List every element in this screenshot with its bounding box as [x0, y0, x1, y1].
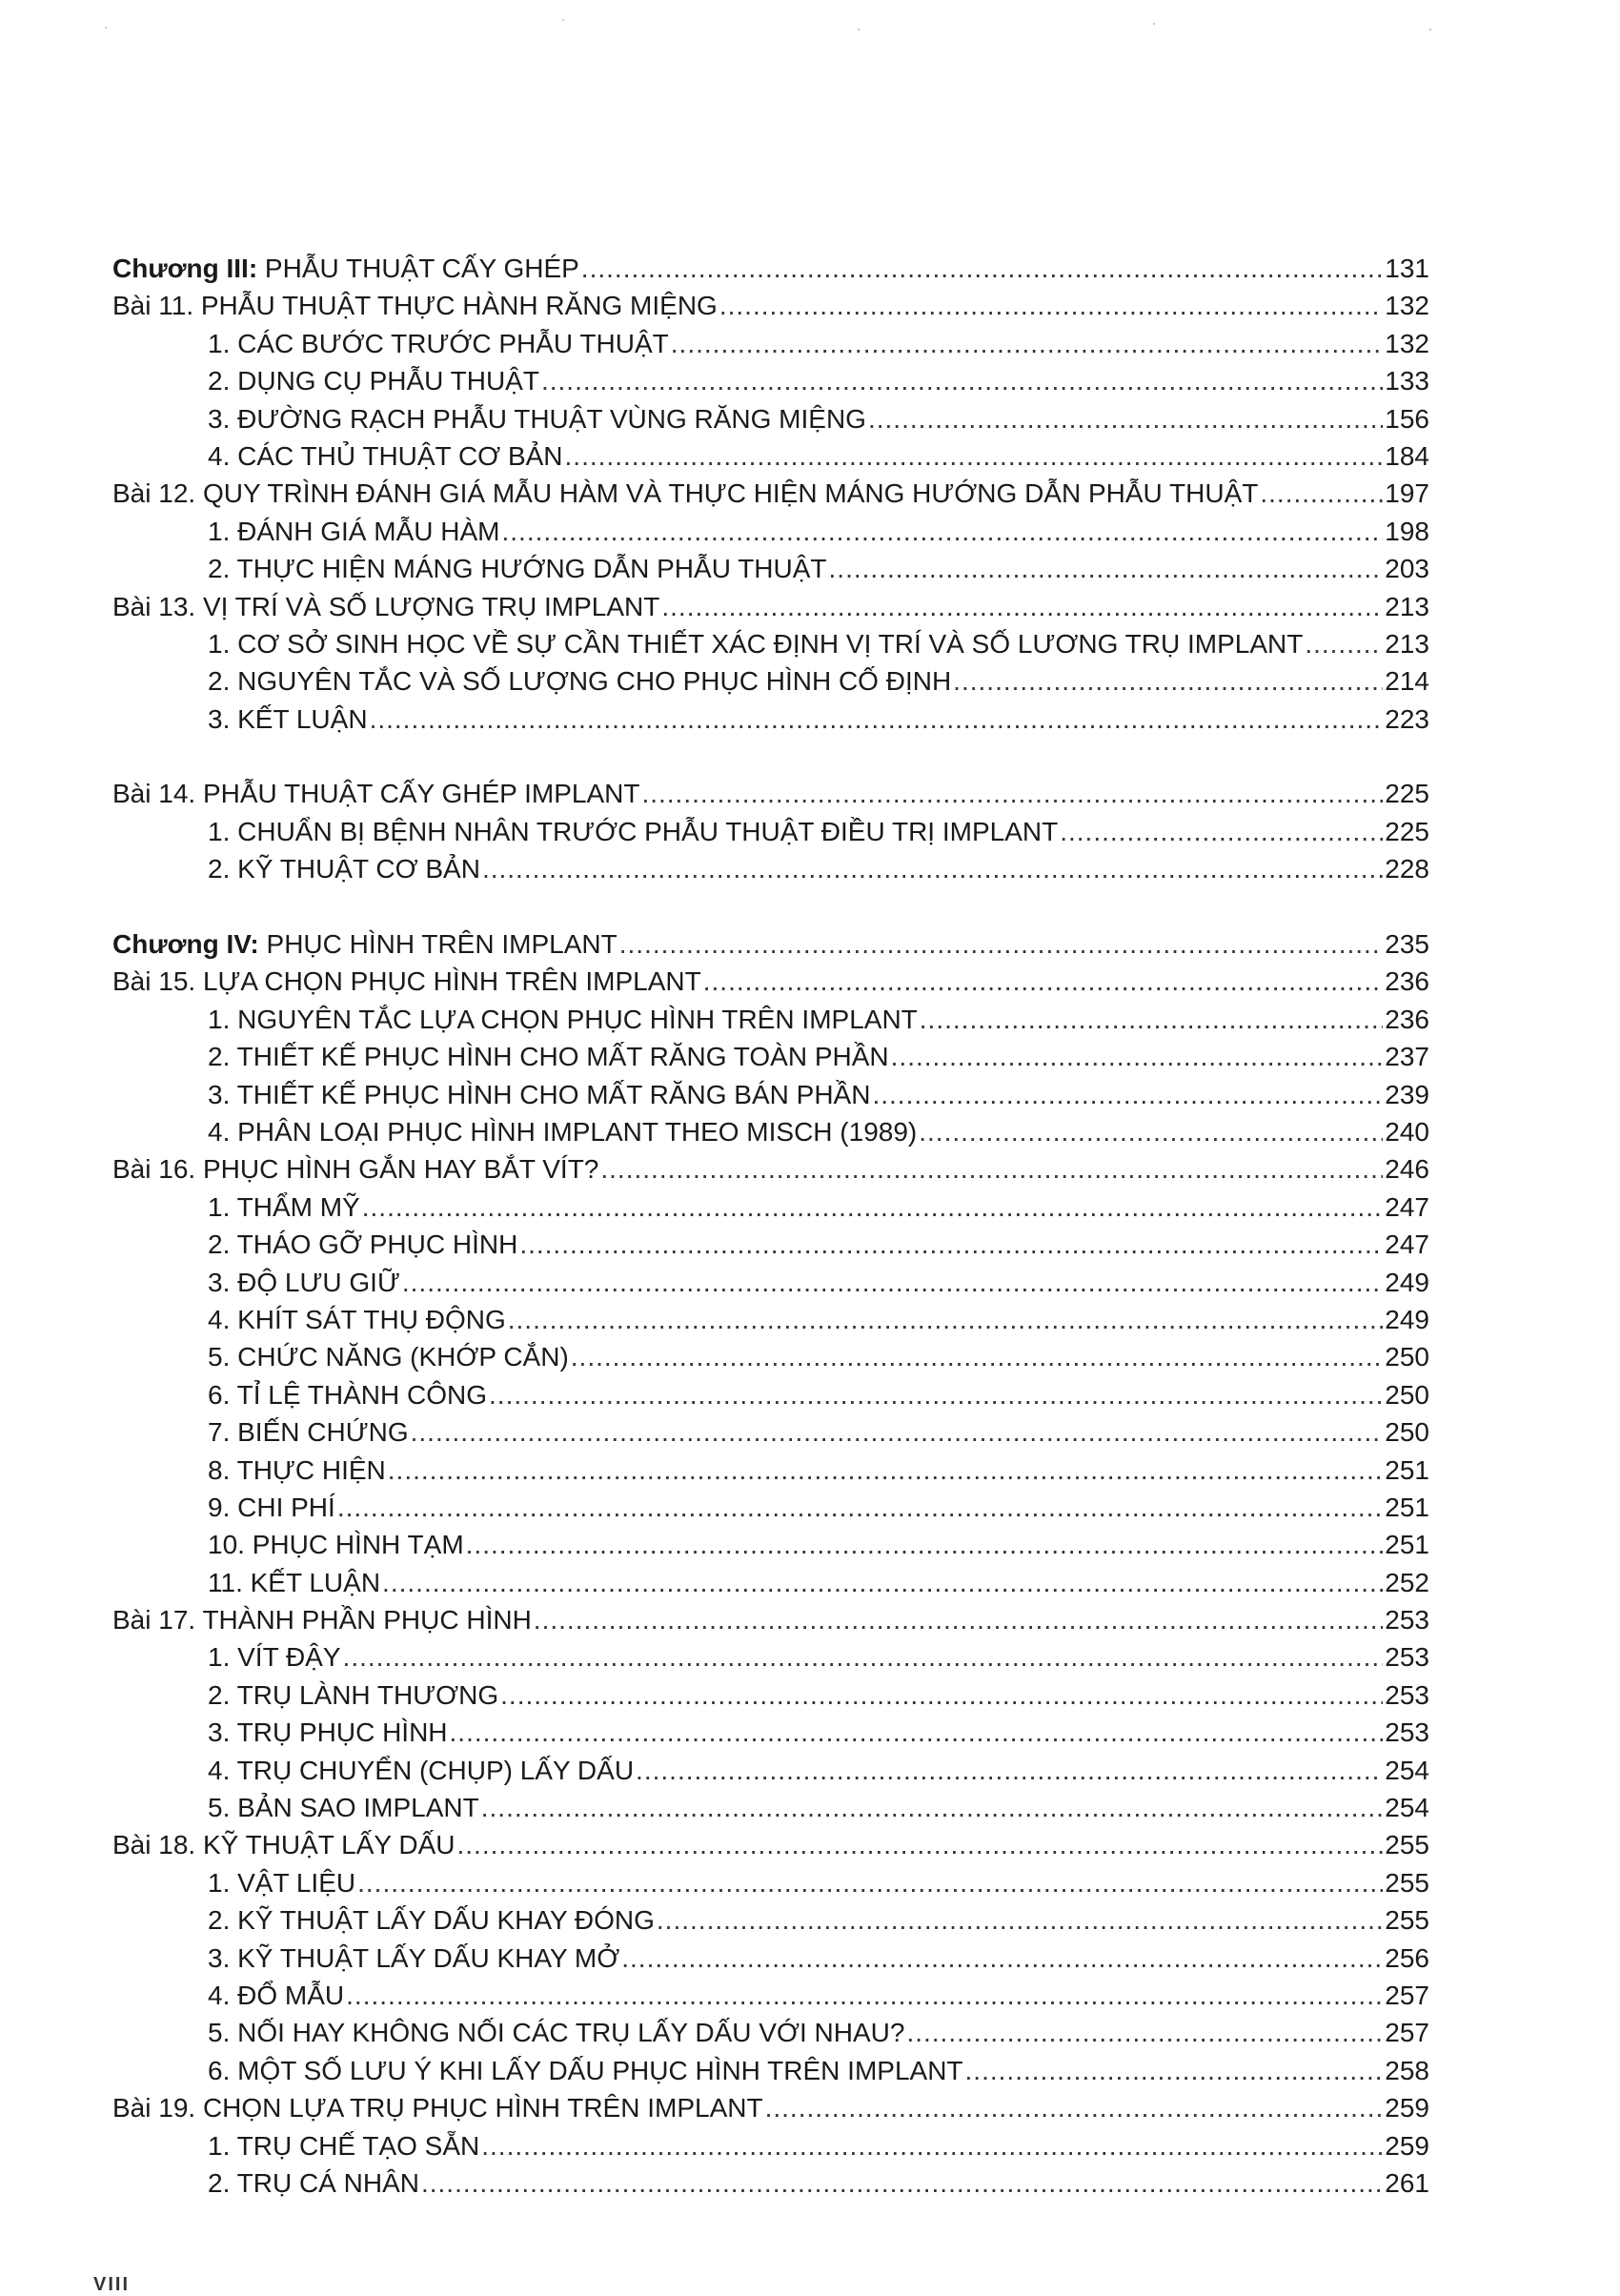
- dot-leader: [337, 1489, 1383, 1526]
- section-gap: [112, 738, 1429, 775]
- dot-leader: [450, 1714, 1384, 1751]
- toc-entry-title: 3. TRỤ PHỤC HÌNH: [208, 1717, 448, 1748]
- toc-item-row[interactable]: [112, 1864, 1429, 1901]
- dot-leader: [906, 2014, 1383, 2051]
- toc-page-number: 247: [1385, 1191, 1429, 1222]
- dot-leader: [500, 1676, 1383, 1714]
- dot-leader: [482, 850, 1383, 887]
- toc-entry-title: 3. ĐƯỜNG RẠCH PHẪU THUẬT VÙNG RĂNG MIỆNG: [208, 403, 866, 434]
- toc-item-row[interactable]: [112, 1226, 1429, 1263]
- toc-entry-title: 1. ĐÁNH GIÁ MẪU HÀM: [208, 516, 500, 546]
- toc-page-number: 246: [1385, 1154, 1429, 1185]
- toc-item-row[interactable]: [112, 437, 1429, 475]
- scan-speck: [858, 29, 860, 30]
- toc-page-number: 255: [1385, 1867, 1429, 1898]
- toc-item-row[interactable]: [112, 1638, 1429, 1676]
- toc-page-number: 257: [1385, 2018, 1429, 2048]
- dot-leader: [919, 1113, 1383, 1150]
- toc-item-row[interactable]: [112, 1376, 1429, 1413]
- toc-entry-title: 1. VẬT LIỆU: [208, 1867, 356, 1898]
- toc-item-row[interactable]: [112, 1977, 1429, 2014]
- toc-page-number: 253: [1385, 1679, 1429, 1710]
- toc-chapter-row[interactable]: [112, 925, 1429, 963]
- toc-page-number: 197: [1385, 478, 1429, 509]
- toc-lesson-row[interactable]: [112, 588, 1429, 625]
- toc-item-row[interactable]: [112, 1752, 1429, 1789]
- toc-page-number: 250: [1385, 1379, 1429, 1410]
- toc-page-number: 223: [1385, 703, 1429, 734]
- dot-leader: [534, 1601, 1383, 1638]
- toc-item-row[interactable]: [112, 1264, 1429, 1301]
- toc-entry-title: 1. CHUẨN BỊ BỆNH NHÂN TRƯỚC PHẪU THUẬT ĐIỀU TRỊ IMPLANT: [208, 816, 1059, 846]
- dot-leader: [343, 1638, 1384, 1676]
- section-gap: [112, 888, 1429, 925]
- toc-entry-title: 2. THỰC HIỆN MÁNG HƯỚNG DẪN PHẪU THUẬT: [208, 554, 827, 584]
- toc-page-number: 228: [1385, 854, 1429, 884]
- toc-page-number: 252: [1385, 1567, 1429, 1597]
- toc-item-row[interactable]: [112, 1564, 1429, 1601]
- toc-page-number: 225: [1385, 779, 1429, 809]
- toc-page-number: 249: [1385, 1304, 1429, 1334]
- dot-leader: [703, 963, 1384, 1000]
- toc-page-number: 250: [1385, 1342, 1429, 1372]
- toc-page-number: 225: [1385, 816, 1429, 846]
- toc-page-number: 250: [1385, 1417, 1429, 1448]
- toc-page-number: 251: [1385, 1530, 1429, 1560]
- toc-entry-title: 2. THÁO GỠ PHỤC HÌNH: [208, 1229, 518, 1260]
- toc-chapter-row[interactable]: [112, 250, 1429, 287]
- dot-leader: [457, 1826, 1384, 1863]
- dot-leader: [466, 1526, 1384, 1563]
- toc-entry-title: [112, 250, 579, 287]
- toc-entry-title: 1. VÍT ĐẬY: [208, 1642, 341, 1673]
- dot-leader: [565, 437, 1384, 475]
- toc-entry-title: 1. NGUYÊN TẮC LỰA CHỌN PHỤC HÌNH TRÊN IMPLANT: [208, 1004, 918, 1034]
- toc-entry-title: Bài 13. VỊ TRÍ VÀ SỐ LƯỢNG TRỤ IMPLANT: [112, 591, 660, 621]
- toc-entry-title: 9. CHI PHÍ: [208, 1492, 335, 1522]
- toc-entry-title: 2. KỸ THUẬT LẤY DẤU KHAY ĐÓNG: [208, 1905, 655, 1936]
- toc-lesson-row[interactable]: [112, 963, 1429, 1000]
- dot-leader: [541, 362, 1383, 399]
- toc-page-number: 247: [1385, 1229, 1429, 1260]
- toc-entry-title: 2. TRỤ CÁ NHÂN: [208, 2167, 419, 2198]
- toc-page-number: 132: [1385, 328, 1429, 358]
- dot-leader: [868, 400, 1383, 437]
- toc-lesson-row[interactable]: [112, 1150, 1429, 1188]
- toc-page-number: 259: [1385, 2093, 1429, 2123]
- toc-page-number: 236: [1385, 1004, 1429, 1034]
- toc-entry-title: 4. ĐỔ MẪU: [208, 1980, 345, 2010]
- dot-leader: [388, 1452, 1384, 1489]
- toc-page-number: 237: [1385, 1042, 1429, 1072]
- toc-entry-title: 6. TỈ LỆ THÀNH CÔNG: [208, 1379, 488, 1410]
- toc-entry-title: 2. TRỤ LÀNH THƯƠNG: [208, 1679, 499, 1710]
- toc-item-row[interactable]: [112, 1789, 1429, 1826]
- toc-item-row[interactable]: [112, 1038, 1429, 1075]
- toc-page-number: 254: [1385, 1755, 1429, 1785]
- toc-entry-title: 5. CHỨC NĂNG (KHỚP CẮN): [208, 1342, 569, 1372]
- toc-entry-title: 1. THẨM MỸ: [208, 1191, 360, 1222]
- toc-item-row[interactable]: [112, 1452, 1429, 1489]
- dot-leader: [953, 662, 1383, 700]
- toc-item-row[interactable]: [112, 662, 1429, 700]
- toc-page-number: 258: [1385, 2055, 1429, 2085]
- toc-entry-title: Bài 16. PHỤC HÌNH GẮN HAY BẮT VÍT?: [112, 1154, 599, 1185]
- toc-item-row[interactable]: [112, 400, 1429, 437]
- toc-page-number: 251: [1385, 1492, 1429, 1522]
- toc-entry-title: 3. THIẾT KẾ PHỤC HÌNH CHO MẤT RĂNG BÁN PHẦN: [208, 1079, 871, 1109]
- toc-item-row[interactable]: [112, 1001, 1429, 1038]
- dot-leader: [489, 1376, 1383, 1413]
- toc-page-number: 184: [1385, 440, 1429, 471]
- dot-leader: [600, 1150, 1383, 1188]
- toc-entry-title: 2. DỤNG CỤ PHẪU THUẬT: [208, 366, 539, 396]
- toc-entry-title: 8. THỰC HIỆN: [208, 1454, 386, 1485]
- scan-speck: [562, 19, 564, 21]
- toc-item-row[interactable]: [112, 325, 1429, 362]
- toc-page-number: 253: [1385, 1717, 1429, 1748]
- toc-entry-title: 3. KỸ THUẬT LẤY DẤU KHAY MỞ: [208, 1942, 620, 1973]
- dot-leader: [920, 1001, 1384, 1038]
- toc-entry-title: 4. TRỤ CHUYỂN (CHỤP) LẤY DẤU: [208, 1755, 635, 1785]
- chapter-prefix: Chương IV:: [112, 929, 259, 960]
- toc-entry-title: Bài 17. THÀNH PHẦN PHỤC HÌNH: [112, 1605, 532, 1636]
- chapter-title: PHẪU THUẬT CẤY GHÉP: [257, 254, 579, 283]
- dot-leader: [411, 1413, 1384, 1451]
- toc-page-number: 240: [1385, 1116, 1429, 1147]
- toc-lesson-row[interactable]: [112, 775, 1429, 812]
- toc-entry-title: 1. CÁC BƯỚC TRƯỚC PHẪU THUẬT: [208, 328, 669, 358]
- toc-page-number: 249: [1385, 1267, 1429, 1297]
- toc-item-row[interactable]: [112, 362, 1429, 399]
- toc-page-number: 132: [1385, 291, 1429, 321]
- dot-leader: [891, 1038, 1384, 1075]
- toc-item-row[interactable]: [112, 1076, 1429, 1113]
- toc-item-row[interactable]: [112, 1676, 1429, 1714]
- toc-page-number: 198: [1385, 516, 1429, 546]
- dot-leader: [657, 1901, 1383, 1939]
- toc-item-row[interactable]: [112, 550, 1429, 587]
- toc-item-row[interactable]: [112, 625, 1429, 662]
- dot-leader: [382, 1564, 1383, 1601]
- toc-item-row[interactable]: [112, 2052, 1429, 2089]
- dot-leader: [872, 1076, 1383, 1113]
- toc-entry-title: 3. KẾT LUẬN: [208, 703, 368, 734]
- dot-leader: [346, 1977, 1383, 2014]
- toc-lesson-row[interactable]: [112, 287, 1429, 324]
- toc-page-number: 255: [1385, 1830, 1429, 1860]
- dot-leader: [719, 287, 1383, 324]
- toc-item-row[interactable]: [112, 701, 1429, 738]
- toc-page-number: 203: [1385, 554, 1429, 584]
- toc-item-row[interactable]: [112, 2164, 1429, 2202]
- toc-page-number: 257: [1385, 1980, 1429, 2010]
- toc-page-number: 156: [1385, 403, 1429, 434]
- dot-leader: [1060, 813, 1383, 850]
- toc-lesson-row[interactable]: [112, 1601, 1429, 1638]
- toc-page-number: 239: [1385, 1079, 1429, 1109]
- toc-entry-title: Bài 11. PHẪU THUẬT THỰC HÀNH RĂNG MIỆNG: [112, 291, 718, 321]
- toc-page-number: 253: [1385, 1605, 1429, 1636]
- toc-item-row[interactable]: [112, 850, 1429, 887]
- toc-item-row[interactable]: [112, 1901, 1429, 1939]
- dot-leader: [581, 250, 1383, 287]
- toc-item-row[interactable]: [112, 2014, 1429, 2051]
- toc-item-row[interactable]: [112, 1301, 1429, 1338]
- toc-page-number: 251: [1385, 1454, 1429, 1485]
- toc-entry-title: 3. ĐỘ LƯU GIỮ: [208, 1267, 400, 1297]
- toc-item-row[interactable]: [112, 1338, 1429, 1375]
- dot-leader: [661, 588, 1383, 625]
- toc-entry-title: 2. THIẾT KẾ PHỤC HÌNH CHO MẤT RĂNG TOÀN PHẦN: [208, 1042, 889, 1072]
- scan-speck: [1429, 29, 1431, 30]
- toc-item-row[interactable]: [112, 1413, 1429, 1451]
- toc-lesson-row[interactable]: [112, 475, 1429, 512]
- dot-leader: [519, 1226, 1383, 1263]
- dot-leader: [481, 2127, 1383, 2164]
- toc-item-row[interactable]: [112, 1714, 1429, 1751]
- toc-entry-title: 1. CƠ SỞ SINH HỌC VỀ SỰ CẦN THIẾT XÁC ĐỊNH VỊ TRÍ VÀ SỐ LƯƠNG TRỤ IMPLANT: [208, 628, 1304, 659]
- scan-speck: [1153, 23, 1155, 25]
- dot-leader: [965, 2052, 1384, 2089]
- dot-leader: [481, 1789, 1384, 1826]
- chapter-title: PHỤC HÌNH TRÊN IMPLANT: [258, 929, 618, 960]
- toc-entry-title: 4. CÁC THỦ THUẬT CƠ BẢN: [208, 440, 563, 471]
- toc-item-row[interactable]: [112, 513, 1429, 550]
- toc-entry-title: Bài 18. KỸ THUẬT LẤY DẤU: [112, 1830, 456, 1860]
- toc-entry-title: 5. NỐI HAY KHÔNG NỐI CÁC TRỤ LẤY DẤU VỚI NHAU?: [208, 2018, 905, 2048]
- dot-leader: [671, 325, 1384, 362]
- toc-entry-title: 5. BẢN SAO IMPLANT: [208, 1793, 479, 1823]
- dot-leader: [421, 2164, 1383, 2202]
- toc-entry-title: 4. PHÂN LOẠI PHỤC HÌNH IMPLANT THEO MISCH (1989): [208, 1116, 918, 1147]
- toc-item-row[interactable]: [112, 1526, 1429, 1563]
- toc-page-number: 213: [1385, 628, 1429, 659]
- dot-leader: [402, 1264, 1383, 1301]
- dot-leader: [508, 1301, 1384, 1338]
- toc-page-number: 133: [1385, 366, 1429, 396]
- dot-leader: [571, 1338, 1384, 1375]
- dot-leader: [829, 550, 1384, 587]
- toc-entry-title: 6. MỘT SỐ LƯU Ý KHI LẤY DẤU PHỤC HÌNH TRÊN IMPLANT: [208, 2055, 963, 2085]
- dot-leader: [621, 1940, 1383, 1977]
- toc-entry-title: [112, 925, 618, 963]
- dot-leader: [641, 775, 1383, 812]
- scan-speck: [105, 27, 107, 29]
- toc-page-number: 213: [1385, 591, 1429, 621]
- dot-leader: [619, 925, 1384, 963]
- dot-leader: [765, 2089, 1384, 2126]
- toc-item-row[interactable]: [112, 813, 1429, 850]
- toc-item-row[interactable]: [112, 2127, 1429, 2164]
- toc-page-number: 259: [1385, 2130, 1429, 2161]
- dot-leader: [636, 1752, 1383, 1789]
- toc-entry-title: 1. TRỤ CHẾ TẠO SẴN: [208, 2130, 480, 2161]
- dot-leader: [362, 1189, 1384, 1226]
- toc-page-number: 256: [1385, 1942, 1429, 1973]
- toc-item-row[interactable]: [112, 1940, 1429, 1977]
- toc-entry-title: Bài 15. LỰA CHỌN PHỤC HÌNH TRÊN IMPLANT: [112, 966, 701, 997]
- table-of-contents: [112, 250, 1429, 2202]
- toc-item-row[interactable]: [112, 1489, 1429, 1526]
- dot-leader: [1305, 625, 1383, 662]
- toc-entry-title: Bài 19. CHỌN LỰA TRỤ PHỤC HÌNH TRÊN IMPLANT: [112, 2093, 763, 2123]
- chapter-prefix: Chương III:: [112, 254, 258, 283]
- toc-entry-title: 4. KHÍT SÁT THỤ ĐỘNG: [208, 1304, 506, 1334]
- toc-page-number: 214: [1385, 666, 1429, 697]
- toc-page-number: 236: [1385, 966, 1429, 997]
- dot-leader: [370, 701, 1384, 738]
- toc-item-row[interactable]: [112, 1113, 1429, 1150]
- toc-entry-title: Bài 14. PHẪU THUẬT CẤY GHÉP IMPLANT: [112, 779, 640, 809]
- toc-page-number: 253: [1385, 1642, 1429, 1673]
- dot-leader: [1260, 475, 1383, 512]
- dot-leader: [501, 513, 1383, 550]
- toc-page-number: 255: [1385, 1905, 1429, 1936]
- toc-page-number: 261: [1385, 2167, 1429, 2198]
- toc-page-number: 235: [1385, 929, 1429, 960]
- toc-entry-title: 10. PHỤC HÌNH TẠM: [208, 1530, 464, 1560]
- toc-entry-title: 7. BIẾN CHỨNG: [208, 1417, 409, 1448]
- toc-entry-title: Bài 12. QUY TRÌNH ĐÁNH GIÁ MẪU HÀM VÀ THỰC HIỆN MÁNG HƯỚNG DẪN PHẪU THUẬT: [112, 478, 1259, 509]
- toc-lesson-row[interactable]: [112, 1826, 1429, 1863]
- toc-entry-title: 11. KẾT LUẬN: [208, 1567, 381, 1597]
- toc-page-number: 131: [1385, 254, 1429, 283]
- toc-entry-title: 2. NGUYÊN TẮC VÀ SỐ LƯỢNG CHO PHỤC HÌNH CỐ ĐỊNH: [208, 666, 952, 697]
- toc-lesson-row[interactable]: [112, 2089, 1429, 2126]
- dot-leader: [357, 1864, 1383, 1901]
- toc-page-number: 254: [1385, 1793, 1429, 1823]
- toc-item-row[interactable]: [112, 1189, 1429, 1226]
- page-number-mark: VIII: [93, 2274, 131, 2295]
- toc-entry-title: 2. KỸ THUẬT CƠ BẢN: [208, 854, 480, 884]
